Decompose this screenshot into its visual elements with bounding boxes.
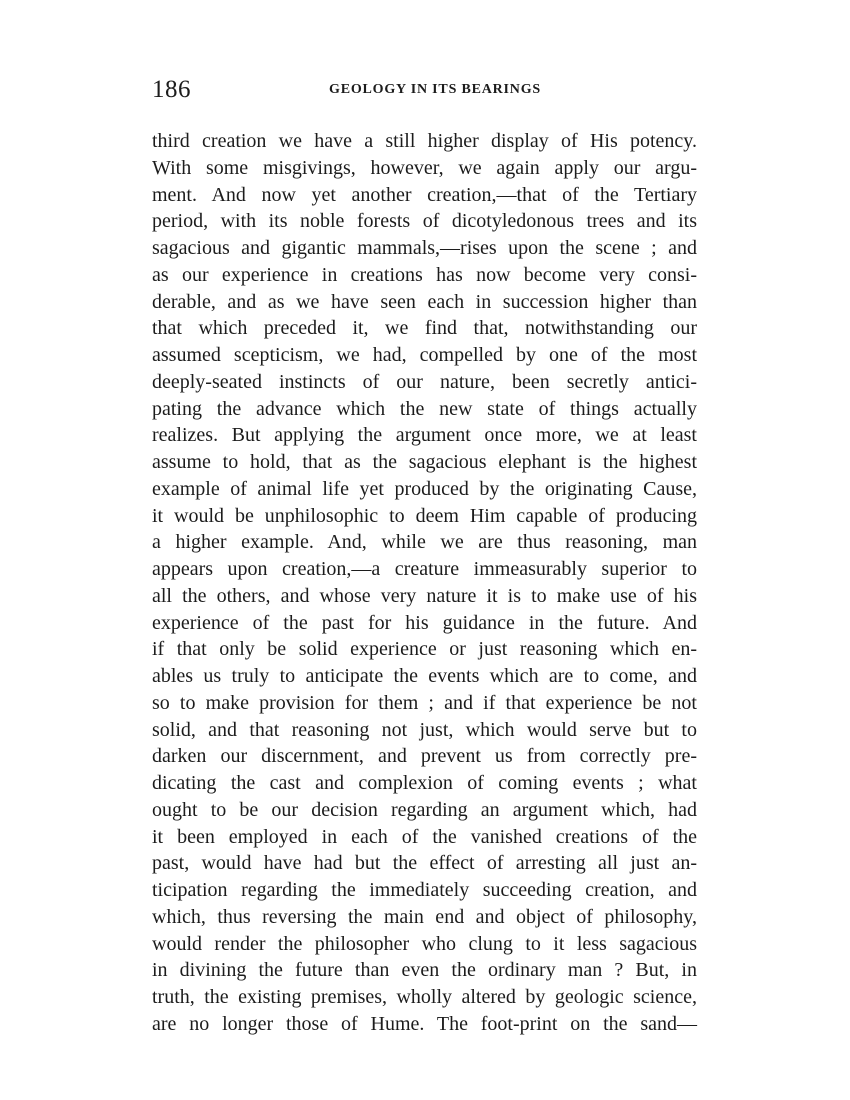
text-line: appears upon creation,—a creature immeasurably superior to [152,558,697,580]
text-line: ment. And now yet another creation,—that of the Tertiary [152,183,697,206]
text-line: as our experience in creations has now become very consi- [152,263,697,286]
text-line: solid, and that reasoning not just, which would serve but to [152,718,697,741]
text-line: all the others, and whose very nature it is to make use of his [152,584,697,607]
text-line: experience of the past for his guidance in the future. And [152,611,697,634]
text-line: darken our discernment, and prevent us from correctly pre- [152,745,697,768]
text-line: sagacious and gigantic mammals,—rises upon the scene ; and [152,237,697,259]
text-line: in divining the future than even the ordinary man ? But, in [152,959,697,982]
text-line: With some misgivings, however, we again apply our argu- [152,156,697,179]
text-line: past, would have had but the effect of arresting all just an- [152,852,697,875]
text-line: it been employed in each of the vanished creations of the [152,825,697,848]
text-line: it would be unphilosophic to deem Him capable of producing [152,504,697,527]
text-line: deeply-seated instincts of our nature, been secretly antici- [152,370,697,393]
text-line: that which preceded it, we find that, notwithstanding our [152,317,697,340]
running-head [0,82,850,98]
text-line: ought to be our decision regarding an argument which, had [152,798,697,821]
text-line: derable, and as we have seen each in succession higher than [152,290,697,313]
text-line: assumed scepticism, we had, compelled by one of the most [152,344,697,366]
text-line: would render the philosopher who clung to it less sagacious [152,932,697,955]
text-line: a higher example. And, while we are thus reasoning, man [152,531,697,554]
text-line: dicating the cast and complexion of coming events ; what [152,772,697,794]
text-line: are no longer those of Hume. The foot-print on the sand— [152,1012,697,1035]
text-line: realizes. But applying the argument once more, we at least [152,424,697,447]
text-line: if that only be solid experience or just reasoning which en- [152,638,697,661]
text-line: ables us truly to anticipate the events which are to come, and [152,665,697,687]
running-head-title: GEOLOGY IN ITS BEARINGS [329,82,541,97]
text-line: which, thus reversing the main end and object of philosophy, [152,905,697,928]
text-line: period, with its noble forests of dicotyledonous trees and its [152,210,697,233]
text-line: truth, the existing premises, wholly altered by geologic science, [152,986,697,1008]
text-line: example of animal life yet produced by the originating Cause, [152,477,697,500]
text-line: third creation we have a still higher display of His potency. [152,130,697,152]
text-line: assume to hold, that as the sagacious elephant is the highest [152,451,697,473]
text-line: pating the advance which the new state of things actually [152,397,697,420]
page-number: 186 [152,76,191,103]
text-line: ticipation regarding the immediately succeeding creation, and [152,879,697,901]
body-text [152,128,697,1038]
text-line: so to make provision for them ; and if that experience be not [152,691,697,714]
